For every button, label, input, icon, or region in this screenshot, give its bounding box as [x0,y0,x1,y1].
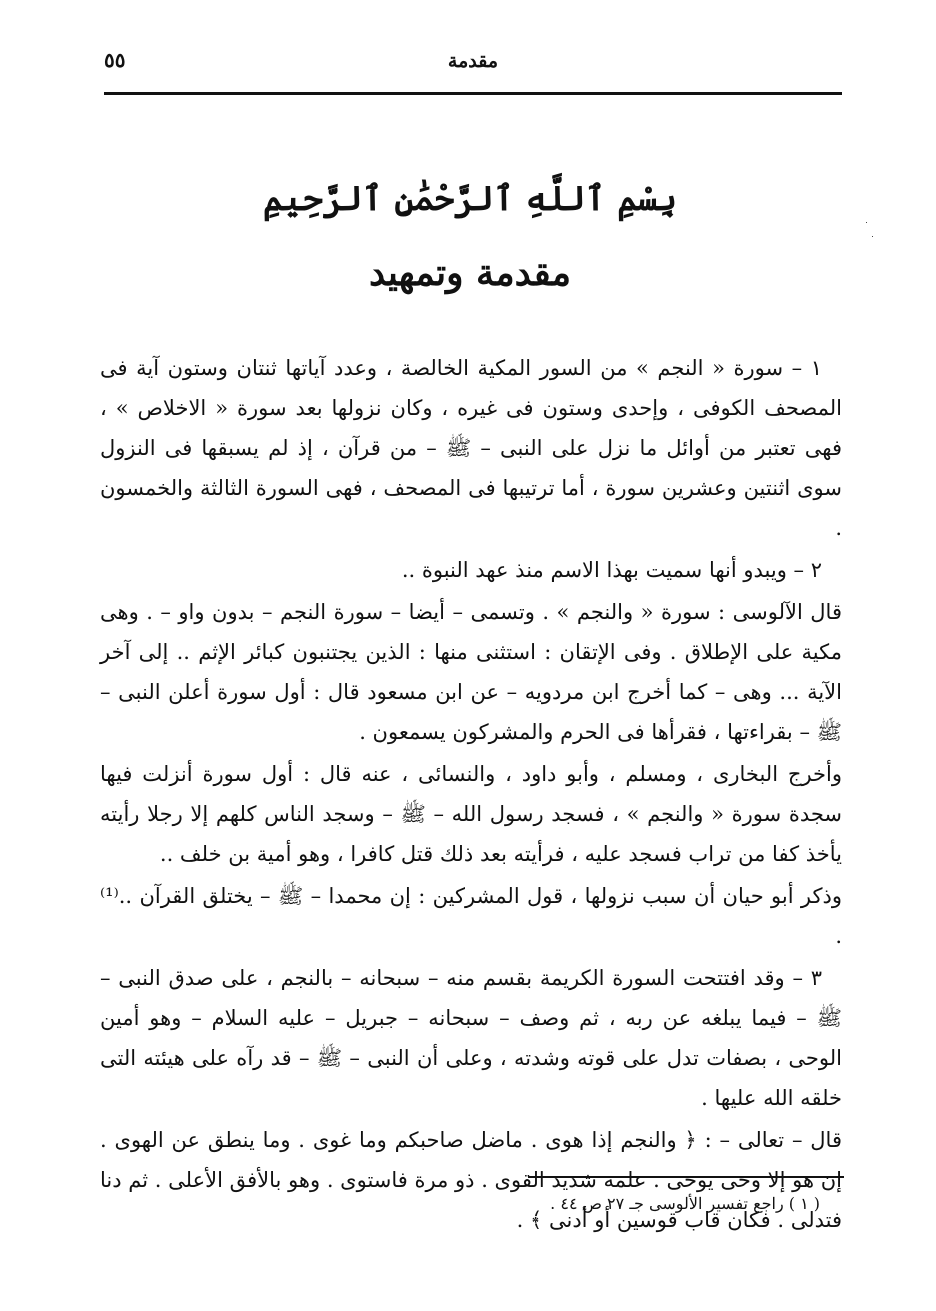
page-header [104,44,842,88]
header-divider [104,92,842,95]
paragraph-5: وذكر أبو حيان أن سبب نزولها ، قول المشركين : إن محمدا – ﷺ – يختلق القرآن ..⁽¹⁾ . [100,884,842,948]
paragraph-6: ٣ – وقد افتتحت السورة الكريمة بقسم منه – سبحانه – بالنجم ، على صدق النبى – ﷺ – فيما يبلغه عن ربه ، ثم وصف – سبحانه – جبريل – عليه السلام – وهو أمين الوحى ، بصفات تدل على قوته وشدته ، وعلى أن النبى – ﷺ – قد رآه على هيئته التى خلقه الله عليها . [100,966,842,1110]
paragraph-7: قال – تعالى – : ﴿ والنجم إذا هوى . ماضل صاحبكم وما غوى . وما ينطق عن الهوى . إن هو إلا وحى يوحى . علمه شديد القوى . ذو مرة فاستوى . وهو بالأفق الأعلى . ثم دنا فتدلى . فكان قاب قوسين أو أدنى ﴾ . [100,1128,842,1232]
body-text [100,348,842,1242]
page-number: ٥٥ [104,48,126,72]
footnote: ( ١ ) راجع تفسير الألوسى جـ ٢٧ ص ٤٤ . [550,1194,820,1213]
paragraph-1: ١ – سورة « النجم » من السور المكية الخالصة ، وعدد آياتها ثنتان وستون آية فى المصحف الكوفى ، وإحدى وستون فى غيره ، وكان نزولها بعد سورة « الاخلاص » ، فهى تعتبر من أوائل ما نزل على النبى – ﷺ – من قرآن ، إذ لم يسبقها فى النزول سوى اثنتين وعشرين سورة ، أما ترتيبها فى المصحف ، فهى السورة الثالثة والخمسون . [100,356,842,540]
paragraph-2: ٢ – ويبدو أنها سميت بهذا الاسم منذ عهد النبوة .. [401,558,822,582]
scan-speck [866,222,867,223]
chapter-title: مقدمة وتمهيد [368,252,572,294]
paragraph-3: قال الآلوسى : سورة « والنجم » . وتسمى – أيضا – سورة النجم – بدون واو – . وهى مكية على الإطلاق . وفى الإتقان : استثنى منها : الذين يجتنبون كبائر الإثم .. إلى آخر الآية ... وهى – كما أخرج ابن مردويه – عن ابن مسعود قال : أول سورة أعلن النبى – ﷺ – بقراءتها ، فقرأها فى الحرم والمشركون يسمعون . [100,600,842,744]
scan-speck [872,236,873,237]
basmala-calligraphy: بِسْمِ ٱللَّهِ ٱلرَّحْمَٰنِ ٱلرَّحِيمِ [262,179,678,219]
running-title: مقدمة [447,50,499,72]
paragraph-4: وأخرج البخارى ، ومسلم ، وأبو داود ، والنسائى ، عنه قال : أول سورة أنزلت فيها سجدة سورة « والنجم » ، فسجد رسول الله – ﷺ – وسجد الناس كلهم إلا رجلا رأيته يأخذ كفا من تراب فسجد عليه ، فرأيته بعد ذلك قتل كافرا ، وهو أمية بن خلف .. [100,762,842,866]
footnote-divider [528,1176,844,1178]
